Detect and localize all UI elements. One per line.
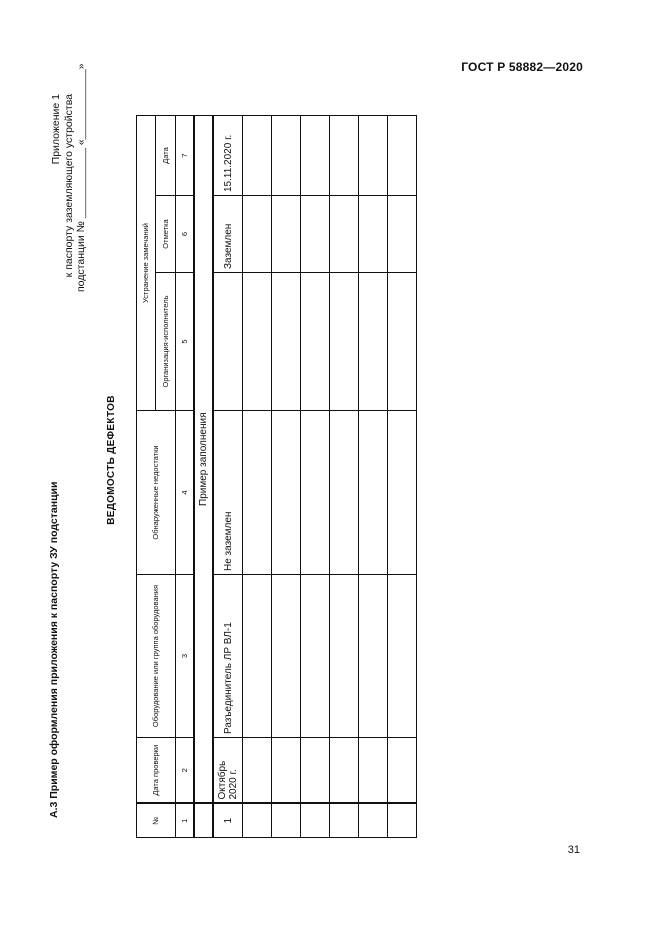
- example-cell-blank: [194, 804, 213, 838]
- column-numbers-row: [176, 115, 195, 837]
- rotated-sheet: [40, 63, 440, 840]
- section-title: А.3 Пример оформления приложения к паспорту ЗУ подстанции: [48, 481, 60, 818]
- empty-row: [243, 115, 272, 837]
- example-row: [194, 115, 213, 837]
- header-inspection-date: Дата проверки: [137, 738, 176, 804]
- appendix-note-line3: подстанции № ____________ «____________»: [75, 63, 87, 292]
- column-number: 2: [176, 738, 195, 804]
- header-executor: Организация-исполнитель: [156, 273, 176, 411]
- cell-date: 15.11.2020 г.: [213, 115, 243, 195]
- header-number: №: [137, 804, 176, 838]
- example-label: Пример заполнения: [194, 115, 213, 803]
- appendix-note-line2: к паспорту заземляющего устройства: [62, 94, 75, 278]
- empty-row: [330, 115, 359, 837]
- column-number: 5: [176, 273, 195, 411]
- cell-number: 1: [213, 804, 243, 838]
- header-mark: Отметка: [156, 196, 176, 273]
- defects-table: [136, 115, 417, 838]
- column-number: 6: [176, 196, 195, 273]
- empty-row: [272, 115, 301, 837]
- empty-row: [301, 115, 330, 837]
- empty-row: [359, 115, 388, 837]
- table-title: ВЕДОМОСТЬ ДЕФЕКТОВ: [106, 395, 117, 525]
- header-date: Дата: [156, 115, 176, 195]
- empty-row: [388, 115, 417, 837]
- header-equipment: Оборудование или группа оборудования: [137, 575, 176, 738]
- page-number: 31: [567, 844, 580, 856]
- appendix-note-line1: Приложение 1: [50, 94, 62, 165]
- cell-executor: [213, 273, 243, 411]
- document-code: ГОСТ Р 58882—2020: [461, 60, 583, 74]
- column-number: 3: [176, 575, 195, 738]
- column-number: 4: [176, 411, 195, 575]
- cell-defects: Не заземлен: [213, 411, 243, 575]
- cell-equipment: Разъединитель ЛР ВЛ-1: [213, 575, 243, 738]
- table-row: [213, 115, 243, 837]
- column-number: 7: [176, 115, 195, 195]
- header-defects: Обнаруженные недостатки: [137, 411, 176, 575]
- appendix-note: [50, 63, 88, 292]
- column-number: 1: [176, 804, 195, 838]
- cell-inspection-date: Октябрь 2020 г.: [213, 738, 243, 804]
- header-remediation-group: Устранение замечаний: [137, 115, 156, 410]
- cell-mark: Заземлен: [213, 196, 243, 273]
